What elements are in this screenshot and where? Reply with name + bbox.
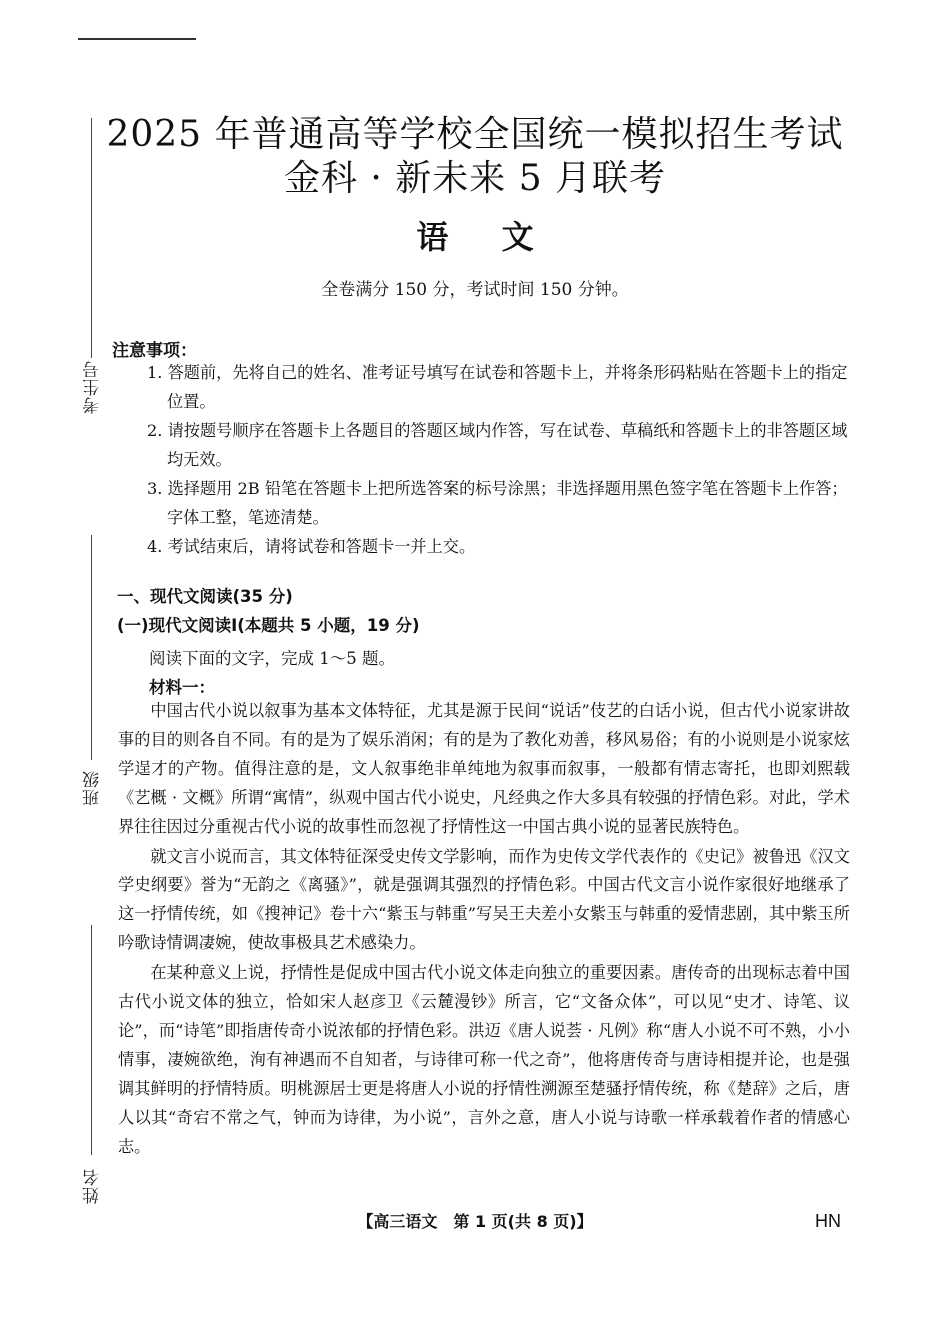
notice-item: 1. 答题前，先将自己的姓名、准考证号填写在试卷和答题卡上，并将条形码粘贴在答题卡上的指定位置。 bbox=[147, 363, 848, 411]
reading-instruction: 阅读下面的文字，完成 1～5 题。 bbox=[149, 649, 395, 668]
name-label: 姓名 bbox=[83, 1168, 103, 1204]
region-code: HN bbox=[815, 1211, 841, 1231]
notice-item: 4. 考试结束后，请将试卷和答题卡一并上交。 bbox=[147, 537, 476, 556]
paragraph: 就文言小说而言，其文体特征深受史传文学影响，而作为史传文学代表作的《史记》被鲁迅《汉文学史纲要》誉为“无韵之《离骚》”，就是强调其强烈的抒情色彩。中国古代文言小说作家很好地继承了这一抒情传统，如《搜神记》卷十六“紫玉与韩重”写吴王夫差小女紫玉与韩重的爱情悲剧，其中紫玉所吟歌诗情调凄婉，使故事极具艺术感染力。 bbox=[118, 846, 850, 953]
exam-number-label: 考生号 bbox=[83, 360, 103, 414]
section-heading: 一、现代文阅读(35 分) bbox=[117, 587, 293, 606]
margin-line-class bbox=[91, 535, 92, 760]
subsection-heading: (一)现代文阅读Ⅰ(本题共 5 小题，19 分) bbox=[117, 616, 420, 635]
paragraph: 中国古代小说以叙事为基本文体特征，尤其是源于民间“说话”伎艺的白话小说，但古代小说家讲故事的目的则各自不同。有的是为了娱乐消闲；有的是为了教化劝善，移风易俗；有的小说则是小说家炫学逞才的产物。值得注意的是，文人叙事绝非单纯地为叙事而叙事，一般都有情志寄托，也即刘熙载《艺概 · 文概》所谓“寓情”，纵观中国古代小说史，凡经典之作大多具有较强的抒情色彩。对此，学术界往往因过分重视古代小说的故事性而忽视了抒情性这一中国古典小说的显著民族特色。 bbox=[118, 701, 850, 836]
exam-title: 2025 年普通高等学校全国统一模拟招生考试 bbox=[106, 114, 844, 155]
exam-subtitle: 金科 · 新未来 5 月联考 bbox=[283, 158, 667, 199]
notice-heading: 注意事项： bbox=[112, 341, 197, 361]
class-label: 班级 bbox=[83, 770, 103, 806]
material-text bbox=[118, 697, 850, 1163]
top-rule bbox=[78, 38, 196, 40]
score-info: 全卷满分 150 分，考试时间 150 分钟。 bbox=[321, 280, 629, 300]
paragraph: 在某种意义上说，抒情性是促成中国古代小说文体走向独立的重要因素。唐传奇的出现标志着中国古代小说文体的独立，恰如宋人赵彦卫《云麓漫钞》所言，它“文备众体”，可以见“史才、诗笔、议论”，而“诗笔”即指唐传奇小说浓郁的抒情色彩。洪迈《唐人说荟 · 凡例》称“唐人小说不可不熟，小小情事，凄婉欲绝，洵有神遇而不自知者，与诗律可称一代之奇”，他将唐传奇与唐诗相提并论，也是强调其鲜明的抒情特质。明桃源居士更是将唐人小说的抒情性溯源至楚骚抒情传统，称《楚辞》之后，唐人以其“奇宕不常之气，钟而为诗律，为小说”，言外之意，唐人小说与诗歌一样承载着作者的情感心志。 bbox=[118, 963, 850, 1156]
page-footer: 【高三语文 第 1 页(共 8 页)】 bbox=[357, 1212, 593, 1231]
material-label: 材料一： bbox=[149, 678, 215, 697]
margin-line-name bbox=[91, 925, 92, 1155]
notice-item: 2. 请按题号顺序在答题卡上各题目的答题区域内作答，写在试卷、草稿纸和答题卡上的非答题区域均无效。 bbox=[147, 421, 848, 469]
notice-list bbox=[147, 358, 852, 561]
notice-item: 3. 选择题用 2B 铅笔在答题卡上把所选答案的标号涂黑；非选择题用黑色签字笔在答题卡上作答；字体工整，笔迹清楚。 bbox=[147, 479, 848, 527]
subject-title: 语 文 bbox=[416, 218, 534, 256]
